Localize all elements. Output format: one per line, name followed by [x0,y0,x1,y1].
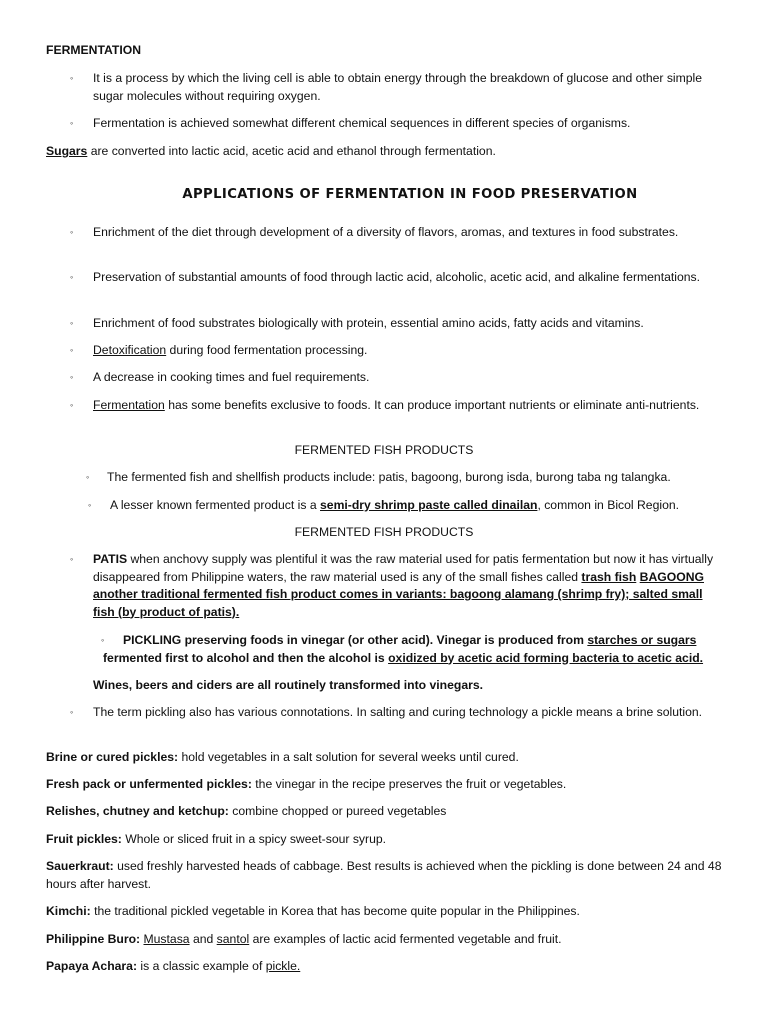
application-item: Enrichment of food substrates biologically with protein, essential amino acids, fatty acids and vitamins. [93,316,644,330]
definition-line: Kimchi: the traditional pickled vegetable in Korea that has become quite popular in the Philippines. [46,904,580,918]
bullet-icon: ◦ [70,372,74,382]
definition-line: Fruit pickles: Whole or sliced fruit in a spicy sweet-sour syrup. [46,832,387,846]
bullet-icon: ◦ [70,318,74,328]
bullet-icon: ◦ [70,707,74,717]
bullet-icon: ◦ [70,227,74,237]
definition-line: Sauerkraut: used freshly harvested heads of cabbage. Best results is achieved when the pickling is done between 24 and 48 hours after harvest. [46,859,722,891]
buro-line: Philippine Buro: Mustasa and santol are examples of lactic acid fermented vegetable and fruit. [46,932,562,946]
pickling-item: PICKLING preserving foods in vinegar (or other acid). Vinegar is produced from starches or sugars fermented first to alcohol and then the alcohol is oxidized by acetic acid forming bacteria to acetic acid. [103,633,704,665]
definition-line: Fresh pack or unfermented pickles: the vinegar in the recipe preserves the fruit or vegetables. [46,777,567,791]
bullet-icon: ◦ [70,73,74,83]
bullet-icon: ◦ [88,500,92,510]
application-item: Preservation of substantial amounts of food through lactic acid, alcoholic, acetic acid, and alkaline fermentations. [93,270,701,284]
section-label: FERMENTED FISH PRODUCTS [294,443,474,457]
achara-line: Papaya Achara: is a classic example of pickle. [46,959,301,973]
definition-line: Brine or cured pickles: hold vegetables in a salt solution for several weeks until cured. [46,750,519,764]
fish-item-1: The fermented fish and shellfish products include: patis, bagoong, burong isda, burong taba ng talangka. [107,470,671,484]
bullet-icon: ◦ [70,554,74,564]
sugars-line [46,143,726,161]
bullet-icon: ◦ [70,118,74,128]
application-item: Detoxification during food fermentation processing. [93,343,368,357]
section-heading: APPLICATIONS OF FERMENTATION IN FOOD PRESERVATION [182,187,638,202]
intro-item-1: It is a process by which the living cell is able to obtain energy through the breakdown of glucose and other simple sugar molecules without requiring oxygen. [93,71,703,103]
fish-item-2: A lesser known fermented product is a semi-dry shrimp paste called dinailan, common in Bicol Region. [110,498,680,512]
patis-item: PATIS when anchovy supply was plentiful it was the raw material used for patis fermentation but now it has virtually disappeared from Philippine waters, the raw material used is any of the small fishes called trash fish BAGOONG another traditional fermented fish product comes in variants: bagoong alamang (shrimp fry); salted small fish (by product of patis). [93,552,714,619]
application-item: Fermentation has some benefits exclusive to foods. It can produce important nutrients or eliminate anti-nutrients. [93,398,700,412]
page-title: FERMENTATION [46,43,142,57]
bullet-icon: ◦ [101,635,105,645]
bullet-icon: ◦ [70,345,74,355]
sugars-term: Sugars [46,144,88,158]
wines-line: Wines, beers and ciders are all routinely transformed into vinegars. [93,678,484,692]
application-item: Enrichment of the diet through development of a diversity of flavors, aromas, and textures in food substrates. [93,225,679,239]
sugars-text: are converted into lactic acid, acetic acid and ethanol through fermentation. [87,144,496,158]
section-label: FERMENTED FISH PRODUCTS [294,525,474,539]
intro-item-2: Fermentation is achieved somewhat different chemical sequences in different species of organisms. [93,116,631,130]
bullet-icon: ◦ [70,400,74,410]
definition-line: Relishes, chutney and ketchup: combine chopped or pureed vegetables [46,804,447,818]
term-pickling-item: The term pickling also has various connotations. In salting and curing technology a pickle means a brine solution. [93,705,703,719]
application-item: A decrease in cooking times and fuel requirements. [93,370,370,384]
bullet-icon: ◦ [86,472,90,482]
bullet-icon: ◦ [70,272,74,282]
